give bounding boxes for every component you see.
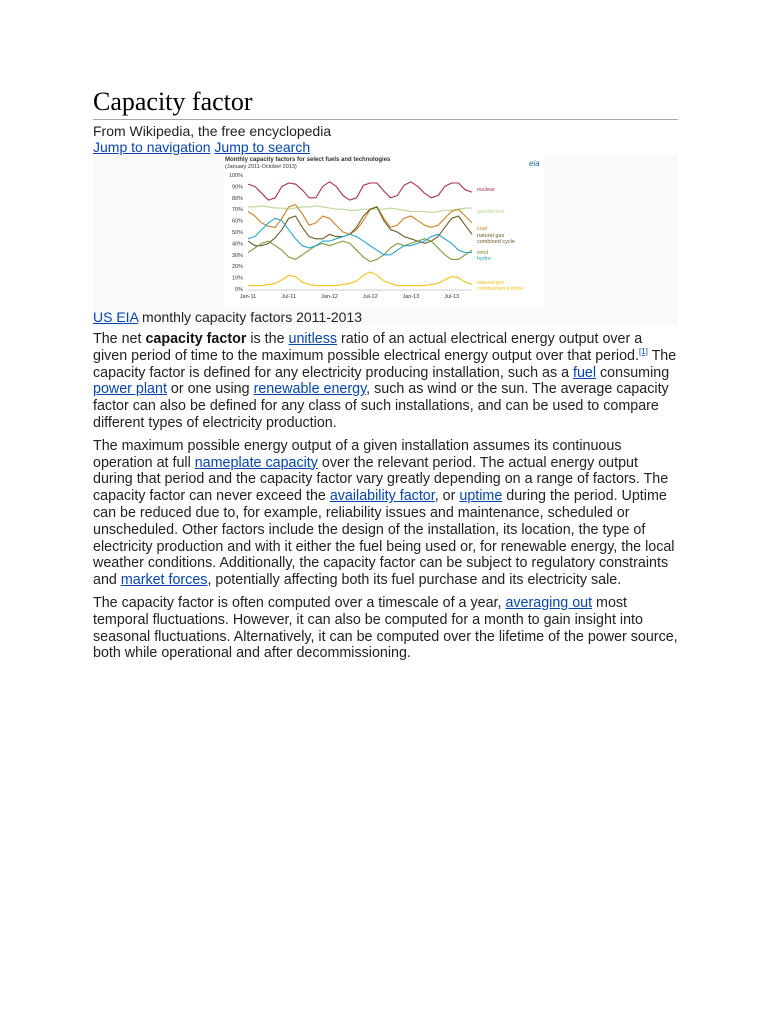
text: The net bbox=[93, 331, 146, 347]
article-body bbox=[93, 331, 678, 662]
text: most temporal fluctuations. However, it can also be computed for a month to gain insight into seasonal fluctuations. Alternatively, it can be computed over the lifetime of the power source, both while operational and after decommissioning. bbox=[93, 594, 678, 662]
x-tick-label: Jul-13 bbox=[444, 294, 460, 300]
legend-label-coal: coal bbox=[477, 226, 488, 232]
figure bbox=[93, 155, 678, 325]
jump-links bbox=[93, 139, 678, 155]
legend-label-natural-gas-combustion-turbine: combustion turbine bbox=[477, 286, 524, 292]
chart-title: Monthly capacity factors for select fuels and technologies bbox=[225, 157, 391, 163]
y-tick-label: 70% bbox=[231, 207, 243, 214]
reference-1-link[interactable]: [1] bbox=[638, 346, 648, 356]
paragraph-1 bbox=[93, 331, 678, 432]
text: The capacity factor is often computed over a timescale of a year, bbox=[93, 594, 506, 611]
text: The capacity factor is defined for any electricity producing installation, such as a bbox=[93, 347, 677, 381]
series-line-nuclear bbox=[248, 182, 472, 200]
article bbox=[93, 86, 678, 668]
uptime-link[interactable]: uptime bbox=[459, 488, 503, 505]
figure-caption bbox=[93, 309, 362, 325]
y-tick-label: 60% bbox=[231, 218, 243, 225]
x-tick-label: Jan-12 bbox=[321, 294, 338, 300]
nameplate-capacity-link[interactable]: nameplate capacity bbox=[194, 454, 318, 471]
paragraph-3 bbox=[93, 595, 678, 662]
text: The maximum possible energy output of a given installation assumes its continuous operation at full bbox=[93, 437, 622, 471]
page-title: Capacity factor bbox=[93, 86, 678, 120]
legend-label-wind: wind bbox=[477, 250, 489, 256]
y-tick-label: 10% bbox=[231, 275, 243, 282]
x-tick-label: Jul-11 bbox=[281, 294, 297, 300]
chart-subtitle: (January 2011-October 2013) bbox=[225, 164, 297, 170]
text: , potentially affecting both its fuel purchase and its electricity sale. bbox=[207, 572, 622, 589]
x-tick-label: Jan-13 bbox=[402, 294, 420, 300]
text: or one using bbox=[166, 381, 254, 398]
us-eia-link[interactable]: US EIA bbox=[93, 309, 139, 325]
market-forces-link[interactable]: market forces bbox=[120, 572, 208, 589]
legend-label-hydro: hydro bbox=[477, 256, 491, 262]
text: is the bbox=[246, 331, 289, 347]
jump-to-navigation-link[interactable]: Jump to navigation bbox=[93, 139, 211, 155]
y-tick-label: 100% bbox=[228, 173, 243, 179]
series-line-natural-gas-combustion-turbine bbox=[248, 272, 472, 286]
jump-to-search-link[interactable]: Jump to search bbox=[214, 139, 311, 155]
averaging-out-link[interactable]: averaging out bbox=[505, 594, 593, 611]
text: , such as wind or the sun. The average capacity factor can also be defined for any class of such installations, and can be used to compare different types of electricity production. bbox=[93, 381, 669, 431]
legend-label-natural-gas-combined-cycle: combined cycle bbox=[477, 239, 515, 245]
x-tick-label: Jul-12 bbox=[362, 294, 378, 300]
y-tick-label: 40% bbox=[231, 241, 243, 248]
tagline: From Wikipedia, the free encyclopedia bbox=[93, 123, 332, 139]
text: consuming bbox=[596, 364, 670, 381]
legend-label-natural-gas-combustion-turbine: natural gas bbox=[477, 280, 505, 286]
power-plant-link[interactable]: power plant bbox=[93, 381, 167, 398]
y-tick-label: 90% bbox=[231, 184, 243, 191]
eia-logo: eia bbox=[529, 159, 540, 168]
series-line-wind bbox=[248, 239, 472, 262]
caption-text: monthly capacity factors 2011-2013 bbox=[138, 309, 363, 325]
legend-label-geothermal: geothermal bbox=[477, 209, 505, 215]
y-tick-label: 20% bbox=[231, 264, 243, 271]
series-line-natural-gas-combined-cycle bbox=[248, 207, 472, 246]
text: ratio of an actual electrical energy output over a given period of time to the maximum possible electrical energy output over that period. bbox=[93, 331, 643, 364]
text: over the relevant period. The actual energy output during that period and the capacity factor vary greatly depending on a range of factors. The capacity factor can never exceed the bbox=[93, 454, 669, 505]
y-tick-label: 30% bbox=[231, 252, 243, 259]
legend-label-nuclear: nuclear bbox=[477, 187, 496, 193]
paragraph-2 bbox=[93, 438, 678, 589]
x-tick-label: Jan-11 bbox=[239, 294, 257, 300]
renewable-energy-link[interactable]: renewable energy bbox=[253, 381, 367, 398]
y-tick-label: 50% bbox=[231, 230, 243, 236]
legend-label-natural-gas-combined-cycle: natural gas bbox=[477, 233, 505, 239]
availability-factor-link[interactable]: availability factor bbox=[329, 488, 435, 505]
y-tick-label: 0% bbox=[235, 287, 243, 293]
series-line-geothermal bbox=[248, 206, 472, 213]
chart-image[interactable] bbox=[224, 155, 544, 307]
y-tick-label: 80% bbox=[231, 195, 243, 202]
text: , or bbox=[434, 488, 460, 505]
capacity-factor-chart bbox=[224, 155, 544, 307]
bold-term: capacity factor bbox=[145, 331, 247, 347]
text: during the period. Uptime can be reduced due to, for example, reliability issues and maintenance, scheduled or unscheduled. Other factors include the design of the installation, its location, the type of electricity production and with it either the fuel being used or, for renewable energy, the local weather conditions. Additionally, the capacity factor can be subject to regulatory constraints and bbox=[93, 488, 675, 589]
unitless-link[interactable]: unitless bbox=[288, 331, 337, 347]
fuel-link[interactable]: fuel bbox=[573, 364, 597, 381]
